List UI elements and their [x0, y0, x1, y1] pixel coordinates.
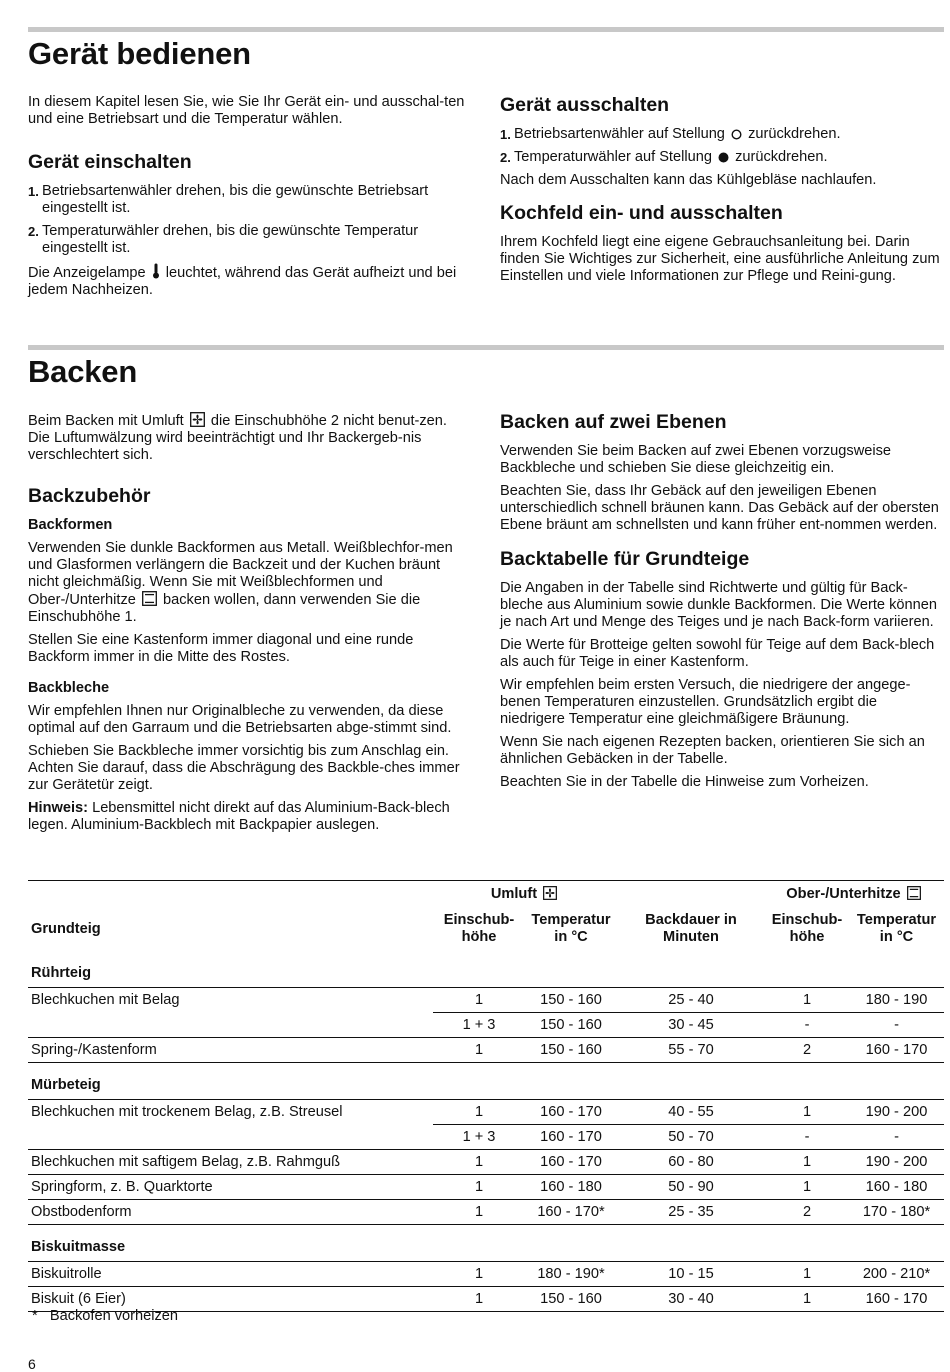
- fan-umluft-icon: [190, 412, 205, 427]
- header-temperatur: [849, 907, 944, 951]
- table-row: [28, 1013, 944, 1038]
- cell-temperatur: -: [849, 1125, 944, 1150]
- step-text: Temperaturwähler auf Stellung: [514, 149, 712, 165]
- cell-temperatur: 150 - 160: [525, 1038, 617, 1063]
- table-row: [28, 1100, 944, 1125]
- step-number: 1.: [500, 127, 511, 142]
- cell-einschub: -: [765, 1125, 849, 1150]
- cell-temperatur: 160 - 170: [849, 1038, 944, 1063]
- cell-temperatur: 160 - 170: [525, 1100, 617, 1125]
- cell-temperatur: 200 - 210*: [849, 1262, 944, 1287]
- step-text: Temperaturwähler drehen, bis die gewünschte Temperatur eingestellt ist.: [42, 223, 419, 256]
- step-item: [28, 183, 468, 217]
- header-label: Einschub-: [443, 912, 515, 928]
- header-label: Minuten: [663, 929, 719, 945]
- paragraph-text: Verwenden Sie dunkle Backformen aus Metall. Weißblechfor-men und Glasformen verlängern die Backzeit und der Kuchen bräunt nicht gleichmäßig. Wenn Sie mit Weißblechformen und Ober-/Unterhitze: [28, 540, 453, 608]
- heading-backbleche: Backbleche: [28, 680, 110, 696]
- cell-temperatur: 150 - 160: [525, 1013, 617, 1038]
- group-row-muerbeteig: [28, 1063, 944, 1100]
- cell-backdauer: 25 - 35: [617, 1200, 765, 1225]
- cell-temperatur: 160 - 170: [525, 1150, 617, 1175]
- heading-backtabelle: Backtabelle für Grundteige: [500, 548, 750, 570]
- table-row: [28, 988, 944, 1013]
- intro-text: die Einschubhöhe 2 nicht benut-zen. Die Luftumwälzung wird beeinträchtigt und Ihr Backergeb-nis verschlechtert sich.: [28, 413, 447, 463]
- cell-grundteig: Blechkuchen mit saftigem Belag, z.B. Rahmguß: [28, 1150, 433, 1175]
- ober-unterhitze-icon: [142, 591, 157, 606]
- cell-grundteig: Obstbodenform: [28, 1200, 433, 1225]
- heading-einschalten: Gerät einschalten: [28, 151, 192, 173]
- cell-temperatur: 190 - 200: [849, 1100, 944, 1125]
- table-row: [28, 1175, 944, 1200]
- header-temperatur: [525, 907, 617, 951]
- ausschalten-steps: [500, 126, 940, 166]
- step-text: zurückdrehen.: [748, 126, 841, 142]
- heading-ausschalten: Gerät ausschalten: [500, 94, 670, 116]
- group-label: Biskuitmasse: [31, 1239, 126, 1255]
- backformen-text: [28, 540, 468, 626]
- header-label: Einschub-: [771, 912, 843, 928]
- backen-intro: [28, 412, 468, 464]
- header-blank: [617, 881, 765, 908]
- table-header-columns: [28, 907, 944, 951]
- cell-grundteig: Biskuit (6 Eier): [28, 1287, 433, 1312]
- cell-temperatur: 150 - 160: [525, 988, 617, 1013]
- fan-umluft-icon: [543, 886, 557, 900]
- header-label: Backdauer in: [645, 912, 737, 928]
- backtabelle-text-1: Die Angaben in der Tabelle sind Richtwerte und gültig für Back-bleche aus Aluminium sowie dunkle Backformen. Die Werte können je nach Art und Menge des Teiges und je nach Back-form variieren.: [500, 580, 937, 630]
- note-text: leuchtet, während das Gerät aufheizt und bei jedem Nachheizen.: [28, 265, 457, 298]
- cell-backdauer: 40 - 55: [617, 1100, 765, 1125]
- backformen-text-2: Stellen Sie eine Kastenform immer diagonal und eine runde Backform immer in die Mitte des Rostes.: [28, 632, 414, 665]
- cell-grundteig: [28, 1125, 433, 1150]
- zwei-ebenen-text-1: Verwenden Sie beim Backen auf zwei Ebenen vorzugsweise Backbleche und schieben Sie diese gleichzeitig ein.: [500, 443, 892, 476]
- backtabelle-text-3: Wir empfehlen beim ersten Versuch, die niedrigere der angege-benen Temperaturen einzustellen. Grundsätzlich ergibt die niedrigere Temperatur eine gleichmäßigere Bräunung.: [500, 677, 911, 727]
- hinweis-label: Hinweis:: [28, 800, 89, 816]
- header-label: höhe: [789, 929, 825, 945]
- step-number: 2.: [500, 150, 511, 165]
- oberunter-label: Ober-/Unterhitze: [786, 886, 901, 902]
- backtabelle-text-5: Beachten Sie in der Tabelle die Hinweise zum Vorheizen.: [500, 774, 869, 790]
- cell-backdauer: 30 - 40: [617, 1287, 765, 1312]
- off-position-circle-icon: [731, 129, 742, 140]
- section-rule: [28, 345, 944, 350]
- cell-grundteig: Blechkuchen mit Belag: [28, 988, 433, 1013]
- section-title-bedienen: Gerät bedienen: [28, 36, 251, 71]
- cell-einschub: 2: [765, 1200, 849, 1225]
- einschalten-steps: [28, 183, 468, 257]
- group-label: Rührteig: [31, 965, 91, 981]
- cell-einschub: 1 + 3: [433, 1013, 525, 1038]
- cell-einschub: 1: [433, 1287, 525, 1312]
- cell-einschub: 1: [765, 1175, 849, 1200]
- left-column-backen: [28, 412, 468, 840]
- cell-einschub: 1: [765, 1100, 849, 1125]
- step-text: Betriebsartenwähler auf Stellung: [514, 126, 725, 142]
- ausschalten-note: Nach dem Ausschalten kann das Kühlgebläse nachlaufen.: [500, 172, 877, 188]
- cell-backdauer: 55 - 70: [617, 1038, 765, 1063]
- cell-einschub: 1: [433, 1150, 525, 1175]
- cell-grundteig: Springform, z. B. Quarktorte: [28, 1175, 433, 1200]
- step-text: Betriebsartenwähler drehen, bis die gewünschte Betriebsart eingestellt ist.: [42, 183, 429, 216]
- cell-einschub: 1: [433, 988, 525, 1013]
- backtabelle-text-4: Wenn Sie nach eigenen Rezepten backen, orientieren Sie sich an ähnlichen Gebäcken in der Tabelle.: [500, 734, 925, 767]
- table-row: [28, 1262, 944, 1287]
- cell-temperatur: -: [849, 1013, 944, 1038]
- step-item: [28, 223, 468, 257]
- cell-grundteig: [28, 1013, 433, 1038]
- left-column-bedienen: [28, 94, 468, 305]
- cell-grundteig: Blechkuchen mit trockenem Belag, z.B. Streusel: [28, 1100, 433, 1125]
- zwei-ebenen-text-2: Beachten Sie, dass Ihr Gebäck auf den jeweiligen Ebenen unterschiedlich schnell bräunen kann. Das Gebäck auf der obersten Ebene bräunt am schnellsten und kann früher ent-nommen werden.: [500, 483, 939, 533]
- header-label: Temperatur: [856, 912, 937, 928]
- header-oberunterhitze: [765, 881, 944, 908]
- thermometer-icon: [152, 263, 160, 279]
- cell-einschub: 1: [433, 1200, 525, 1225]
- right-column-backen: [500, 410, 940, 797]
- page-number: 6: [28, 1356, 36, 1372]
- header-einschub: [765, 907, 849, 951]
- note-text: Die Anzeigelampe: [28, 265, 146, 281]
- cell-backdauer: 25 - 40: [617, 988, 765, 1013]
- cell-temperatur: 160 - 170: [525, 1125, 617, 1150]
- cell-einschub: 1: [765, 1150, 849, 1175]
- table-header-modes: [28, 881, 944, 908]
- header-label: höhe: [461, 929, 497, 945]
- cell-backdauer: 10 - 15: [617, 1262, 765, 1287]
- cell-backdauer: 50 - 90: [617, 1175, 765, 1200]
- cell-grundteig: Spring-/Kastenform: [28, 1038, 433, 1063]
- step-item: [500, 126, 940, 143]
- ober-unterhitze-icon: [907, 886, 921, 900]
- cell-einschub: 1: [433, 1175, 525, 1200]
- section-title-backen: Backen: [28, 354, 138, 389]
- cell-temperatur: 190 - 200: [849, 1150, 944, 1175]
- header-label: Temperatur: [531, 912, 611, 928]
- cell-backdauer: 60 - 80: [617, 1150, 765, 1175]
- cell-einschub: -: [765, 1013, 849, 1038]
- heading-kochfeld: Kochfeld ein- und ausschalten: [500, 202, 783, 224]
- right-column-bedienen: [500, 93, 940, 291]
- header-einschub: [433, 907, 525, 951]
- table-row: [28, 1038, 944, 1063]
- intro-text: Beim Backen mit Umluft: [28, 413, 184, 429]
- anzeigelampe-note: [28, 263, 468, 299]
- cell-temperatur: 160 - 170*: [525, 1200, 617, 1225]
- heading-zwei-ebenen: Backen auf zwei Ebenen: [500, 411, 727, 433]
- section-rule: [28, 27, 944, 32]
- step-number: 2.: [28, 224, 39, 239]
- step-item: [500, 149, 940, 166]
- cell-einschub: 1: [765, 1287, 849, 1312]
- cell-grundteig: Biskuitrolle: [28, 1262, 433, 1287]
- cell-temperatur: 170 - 180*: [849, 1200, 944, 1225]
- umluft-label: Umluft: [490, 886, 538, 902]
- cell-temperatur: 180 - 190: [849, 988, 944, 1013]
- table-row: [28, 1125, 944, 1150]
- paragraph-text: backen wollen, dann verwenden Sie die Einschubhöhe 1.: [28, 592, 421, 625]
- backtabelle-table: [28, 880, 944, 1312]
- intro-text: In diesem Kapitel lesen Sie, wie Sie Ihr Gerät ein- und ausschal-ten und eine Betriebsart und die Temperatur wählen.: [28, 94, 465, 127]
- cell-einschub: 2: [765, 1038, 849, 1063]
- cell-einschub: 1 + 3: [433, 1125, 525, 1150]
- header-label: in °C: [554, 929, 588, 945]
- step-number: 1.: [28, 184, 39, 199]
- header-grundteig: [28, 907, 433, 951]
- heading-backzubehoer: Backzubehör: [28, 485, 151, 507]
- step-text: zurückdrehen.: [735, 149, 828, 165]
- backtabelle-text-2: Die Werte für Brotteige gelten sowohl für Teige auf dem Back-blech als auch für Teige in einer Kastenform.: [500, 637, 935, 670]
- group-label: Mürbeteig: [31, 1077, 101, 1093]
- cell-einschub: 1: [765, 1262, 849, 1287]
- cell-temperatur: 160 - 170: [849, 1287, 944, 1312]
- table-footnote: * Backofen vorheizen: [32, 1308, 179, 1324]
- backbleche-text-2: Schieben Sie Backbleche immer vorsichtig bis zum Anschlag ein. Achten Sie darauf, dass die Abschrägung des Backble-ches immer zur Gerätetür zeigt.: [28, 743, 460, 793]
- table-row: [28, 1150, 944, 1175]
- group-row-biskuitmasse: [28, 1225, 944, 1262]
- hinweis-text: Lebensmittel nicht direkt auf das Aluminium-Back-blech legen. Aluminium-Backblech mit Backpapier auslegen.: [28, 800, 450, 833]
- backbleche-text-1: Wir empfehlen Ihnen nur Originalbleche zu verwenden, da diese optimal auf den Garraum und die Betriebsarten abge-stimmt sind.: [28, 703, 452, 736]
- cell-einschub: 1: [433, 1262, 525, 1287]
- header-label: Grundteig: [31, 920, 101, 937]
- cell-temperatur: 160 - 180: [525, 1175, 617, 1200]
- cell-temperatur: 150 - 160: [525, 1287, 617, 1312]
- hinweis-note: [28, 800, 468, 834]
- table-row: [28, 1200, 944, 1225]
- header-umluft: [433, 881, 617, 908]
- cell-temperatur: 160 - 180: [849, 1175, 944, 1200]
- header-blank: [28, 881, 433, 908]
- heading-backformen: Backformen: [28, 517, 113, 533]
- header-label: in °C: [879, 929, 914, 945]
- filled-dot-icon: [718, 152, 729, 163]
- cell-backdauer: 30 - 45: [617, 1013, 765, 1038]
- cell-einschub: 1: [765, 988, 849, 1013]
- header-backdauer: [617, 907, 765, 951]
- kochfeld-text: Ihrem Kochfeld liegt eine eigene Gebrauchsanleitung bei. Darin finden Sie Wichtiges zur Sicherheit, eine ausführliche Anleitung zum Einstellen und viele Informationen zur Pflege und Reini-gung.: [500, 234, 940, 284]
- cell-einschub: 1: [433, 1038, 525, 1063]
- cell-backdauer: 50 - 70: [617, 1125, 765, 1150]
- cell-temperatur: 180 - 190*: [525, 1262, 617, 1287]
- group-row-ruehrteig: [28, 951, 944, 988]
- cell-einschub: 1: [433, 1100, 525, 1125]
